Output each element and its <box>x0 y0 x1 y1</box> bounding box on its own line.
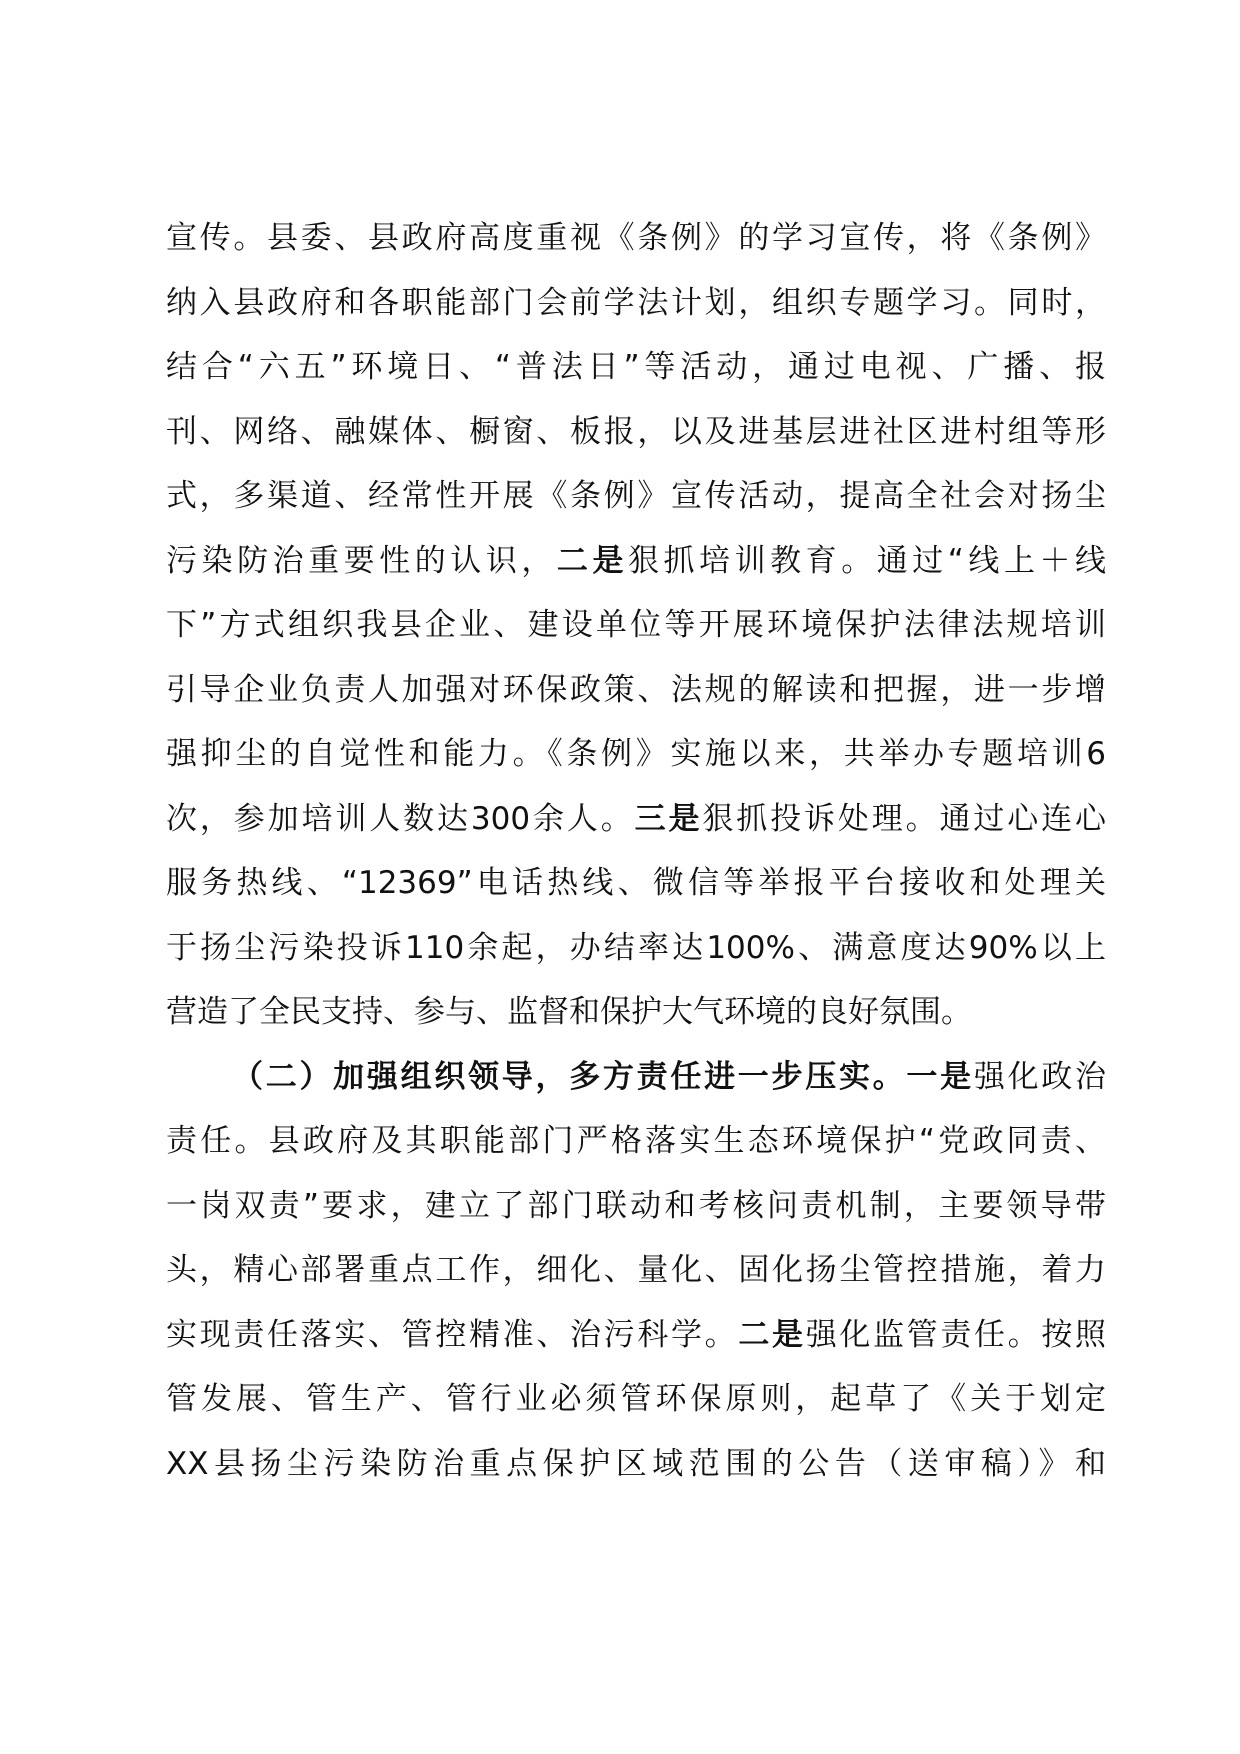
text-segment: 下”方式组织我县企业、建设单位等开展环境保护法律法规培训 <box>166 607 1106 643</box>
text-line <box>166 1303 1106 1368</box>
text-segment: 服务热线、“12369”电话热线、微信等举报平台接收和处理关 <box>166 865 1106 901</box>
text-segment: 强化监管责任。按照 <box>805 1316 1106 1353</box>
text-segment: 式，多渠道、经常性开展《条例》宣传活动，提高全社会对扬尘 <box>166 478 1106 514</box>
text-line <box>166 1432 1106 1497</box>
text-line <box>166 593 1106 658</box>
text-line <box>166 1174 1106 1239</box>
text-line <box>166 916 1106 981</box>
bold-text-segment: （二）加强组织领导，多方责任进一步压实。 <box>232 1058 907 1095</box>
text-line <box>166 1045 1106 1110</box>
text-segment: 强化政治 <box>973 1058 1106 1095</box>
text-segment: 一岗双责”要求，建立了部门联动和考核问责机制，主要领导带 <box>166 1187 1106 1224</box>
text-segment: 污染防治重要性的认识， <box>166 542 557 579</box>
bold-text-segment: 二是 <box>738 1316 806 1353</box>
text-segment: 实现责任落实、管控精准、治污科学。 <box>166 1316 739 1353</box>
text-segment: 狠抓投诉处理。通过心连心 <box>702 800 1106 837</box>
text-segment: 引导企业负责人加强对环保政策、法规的解读和把握，进一步增 <box>166 671 1106 708</box>
text-segment: 刊、网络、融媒体、橱窗、板报，以及进基层进社区进村组等形 <box>166 413 1106 450</box>
text-line <box>166 787 1106 852</box>
text-line <box>166 529 1106 594</box>
text-segment: 强抑尘的自觉性和能力。《条例》实施以来，共举办专题培训6 <box>166 736 1106 772</box>
text-line <box>166 851 1106 916</box>
text-line <box>166 1367 1106 1432</box>
text-line <box>166 1238 1106 1303</box>
text-segment: 责任。县政府及其职能部门严格落实生态环境保护“党政同责、 <box>166 1123 1106 1159</box>
text-segment: 纳入县政府和各职能部门会前学法计划，组织专题学习。同时， <box>166 284 1106 321</box>
text-line <box>166 464 1106 529</box>
bold-text-segment: 三是 <box>634 800 703 837</box>
text-line <box>166 206 1106 271</box>
text-line <box>166 335 1106 400</box>
text-line <box>166 980 1106 1045</box>
text-segment: XX县扬尘污染防治重点保护区域范围的公告（送审稿）》和 <box>166 1445 1106 1482</box>
text-line <box>166 400 1106 465</box>
text-segment: 宣传。县委、县政府高度重视《条例》的学习宣传，将《条例》 <box>166 220 1106 256</box>
text-segment: 狠抓培训教育。通过“线上＋线 <box>627 542 1106 579</box>
document-body <box>166 206 1106 1496</box>
bold-text-segment: 二是 <box>556 542 628 579</box>
text-segment: 管发展、管生产、管行业必须管环保原则，起草了《关于划定 <box>166 1381 1106 1417</box>
text-segment: 于扬尘污染投诉110余起，办结率达100%、满意度达90%以上 <box>166 929 1106 966</box>
text-segment: 营造了全民支持、参与、监督和保护大气环境的良好氛围。 <box>166 994 972 1030</box>
text-segment: 结合“六五”环境日、“普法日”等活动，通过电视、广播、报 <box>166 349 1106 385</box>
text-line <box>166 722 1106 787</box>
text-line <box>166 658 1106 723</box>
text-segment: 头，精心部署重点工作，细化、量化、固化扬尘管控措施，着力 <box>166 1252 1106 1288</box>
text-line <box>166 1109 1106 1174</box>
text-line <box>166 271 1106 336</box>
bold-text-segment: 一是 <box>906 1058 974 1095</box>
text-segment: 次，参加培训人数达300余人。 <box>166 800 635 837</box>
